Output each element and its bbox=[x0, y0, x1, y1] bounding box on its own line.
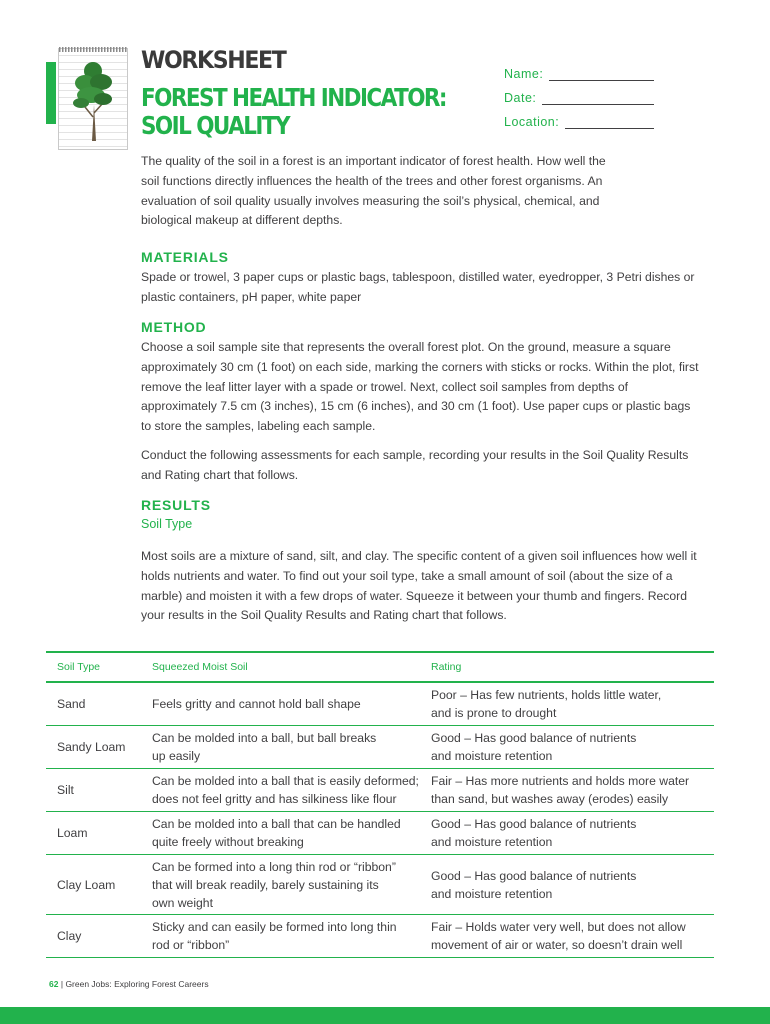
cell-soil-type: Sand bbox=[57, 697, 86, 711]
cell-rating: Poor – Has few nutrients, holds little water, and is prone to drought bbox=[431, 688, 662, 720]
footer-separator: | bbox=[60, 979, 64, 989]
page-number: 62 bbox=[49, 979, 59, 989]
cell-squeezed: Can be molded into a ball that can be handled quite freely without breaking bbox=[152, 817, 401, 849]
name-field-line[interactable] bbox=[549, 66, 654, 81]
cell-soil-type: Silt bbox=[57, 783, 74, 797]
method-heading: METHOD bbox=[141, 319, 207, 335]
title-line-1: FOREST HEALTH INDICATOR: bbox=[141, 83, 446, 112]
cell-squeezed: Can be formed into a long thin rod or “ribbon” that will break readily, barely sustaining its own weight bbox=[152, 859, 396, 910]
table-header bbox=[46, 651, 714, 683]
location-field-line[interactable] bbox=[565, 114, 654, 129]
location-field[interactable] bbox=[504, 105, 654, 129]
worksheet-label: WORKSHEET bbox=[141, 46, 286, 74]
soil-quality-table bbox=[46, 651, 714, 958]
table-row bbox=[46, 855, 714, 915]
cell-rating: Fair – Holds water very well, but does not allow movement of air or water, so doesn’t drain well bbox=[431, 920, 686, 952]
intro-paragraph: The quality of the soil in a forest is an important indicator of forest health. How well the soil functions directly influences the health of the trees and other forest organisms. An evaluation of soil quality usually involves measuring the soil’s physical, chemical, and biological makeup at different depths. bbox=[141, 154, 606, 228]
cell-rating: Good – Has good balance of nutrients and moisture retention bbox=[431, 731, 637, 763]
cell-rating: Good – Has good balance of nutrients and moisture retention bbox=[431, 817, 637, 849]
table-row bbox=[46, 726, 714, 769]
page-footer bbox=[49, 979, 209, 989]
header-rating: Rating bbox=[431, 661, 462, 673]
header-squeezed: Squeezed Moist Soil bbox=[152, 661, 248, 673]
cell-soil-type: Sandy Loam bbox=[57, 740, 126, 754]
cell-squeezed: Feels gritty and cannot hold ball shape bbox=[152, 697, 361, 711]
name-field-label: Name: bbox=[504, 67, 544, 81]
table-row bbox=[46, 683, 714, 726]
footer-text: Green Jobs: Exploring Forest Careers bbox=[65, 979, 209, 989]
cell-rating: Fair – Has more nutrients and holds more water than sand, but washes away (erodes) easily bbox=[431, 774, 690, 806]
table-row bbox=[46, 915, 714, 958]
tree-illustration bbox=[65, 55, 121, 143]
table-row bbox=[46, 812, 714, 855]
location-field-label: Location: bbox=[504, 115, 560, 129]
page-title bbox=[141, 84, 446, 140]
cell-squeezed: Sticky and can easily be formed into long thin rod or “ribbon” bbox=[152, 920, 397, 952]
cell-soil-type: Clay Loam bbox=[57, 877, 116, 892]
materials-heading: MATERIALS bbox=[141, 249, 229, 265]
spiral-binding bbox=[59, 47, 127, 52]
name-field[interactable] bbox=[504, 57, 654, 81]
materials-text: Spade or trowel, 3 paper cups or plastic bags, tablespoon, distilled water, eyedropper, 3 Petri dishes or plastic containers, pH paper, white paper bbox=[141, 270, 695, 304]
results-paragraph: Most soils are a mixture of sand, silt, and clay. The specific content of a given soil influences how well it holds nutrients and water. To find out your soil type, take a small amount of soil (about the size of a marble) and moisten it with a few drops of water. Squeeze it between your thumb and fingers. Record your results in the Soil Quality Results and Rating chart that follows. bbox=[141, 549, 697, 623]
results-heading: RESULTS bbox=[141, 497, 211, 513]
cell-soil-type: Clay bbox=[57, 929, 82, 943]
header-soil-type: Soil Type bbox=[57, 661, 100, 673]
date-field-label: Date: bbox=[504, 91, 537, 105]
worksheet-fields bbox=[504, 57, 654, 129]
method-paragraph-2: Conduct the following assessments for each sample, recording your results in the Soil Quality Results and Rating chart that follows. bbox=[141, 448, 689, 482]
cell-squeezed: Can be molded into a ball that is easily deformed; does not feel gritty and has silkiness like flour bbox=[152, 774, 419, 806]
table-row bbox=[46, 769, 714, 812]
bottom-accent-bar bbox=[0, 1007, 770, 1024]
date-field-line[interactable] bbox=[542, 90, 654, 105]
title-line-2: SOIL QUALITY bbox=[141, 111, 290, 140]
cell-soil-type: Loam bbox=[57, 826, 88, 840]
soil-type-subheading: Soil Type bbox=[141, 517, 193, 531]
cell-squeezed: Can be molded into a ball, but ball breaks up easily bbox=[152, 731, 377, 763]
date-field[interactable] bbox=[504, 81, 654, 105]
method-paragraph-1: Choose a soil sample site that represents the overall forest plot. On the ground, measure a square approximately 30 cm (1 foot) on each side, marking the corners with sticks or rocks. Within the plot, first remove the leaf litter layer with a spade or trowel. Next, collect soil samples from depths of approximately 7.5 cm (3 inches), 15 cm (6 inches), and 30 cm (1 foot). Use paper cups or plastic bags to store the samples, labeling each sample. bbox=[141, 340, 699, 434]
accent-bar bbox=[46, 62, 56, 124]
notepad-tree-icon bbox=[58, 48, 128, 150]
cell-rating: Good – Has good balance of nutrients and moisture retention bbox=[431, 868, 637, 901]
